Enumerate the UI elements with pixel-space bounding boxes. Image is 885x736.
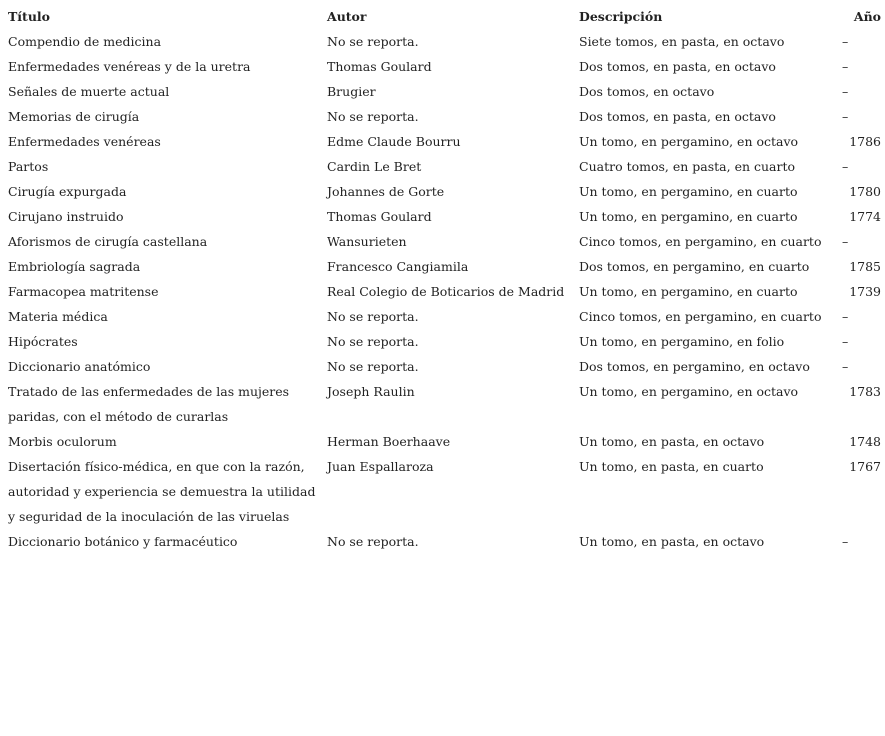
- cell-title: Enfermedades venéreas y de la uretra: [8, 59, 251, 74]
- cell-title: Aforismos de cirugía castellana: [8, 234, 208, 249]
- cell-description: Dos tomos, en pasta, en octavo: [579, 109, 776, 124]
- cell-author: No se reporta.: [327, 359, 419, 374]
- cell-year: –: [842, 59, 849, 74]
- cell-description: Cuatro tomos, en pasta, en cuarto: [579, 159, 796, 174]
- table-row: [4, 204, 881, 229]
- cell-author: No se reporta.: [327, 34, 419, 49]
- cell-description: Un tomo, en pergamino, en cuarto: [579, 284, 798, 299]
- table-row: [4, 354, 881, 379]
- cell-title: Partos: [8, 159, 49, 174]
- cell-author: No se reporta.: [327, 109, 419, 124]
- cell-title: Enfermedades venéreas: [8, 134, 161, 149]
- cell-author: Cardin Le Bret: [327, 159, 422, 174]
- cell-description: Dos tomos, en octavo: [579, 84, 715, 99]
- table-row: [4, 254, 881, 279]
- cell-year: –: [842, 334, 849, 349]
- cell-author: No se reporta.: [327, 534, 419, 549]
- cell-title: Hipócrates: [8, 334, 78, 349]
- cell-year: –: [842, 234, 849, 249]
- cell-description: Dos tomos, en pergamino, en octavo: [579, 359, 810, 374]
- cell-year: 1767: [849, 459, 881, 474]
- cell-year: 1783: [849, 384, 881, 399]
- cell-description: Un tomo, en pergamino, en octavo: [579, 384, 799, 399]
- cell-year: –: [842, 109, 849, 124]
- cell-title: Diccionario botánico y farmacéutico: [8, 534, 238, 549]
- cell-author: Real Colegio de Boticarios de Madrid: [327, 284, 565, 299]
- table-row: [4, 29, 881, 54]
- table-row: [4, 329, 881, 354]
- table-body: [4, 29, 881, 554]
- cell-title: Farmacopea matritense: [8, 284, 159, 299]
- cell-description: Un tomo, en pergamino, en cuarto: [579, 209, 798, 224]
- cell-title: Materia médica: [8, 309, 108, 324]
- table-row: [4, 179, 881, 204]
- table-row: [4, 129, 881, 154]
- cell-year: 1780: [849, 184, 881, 199]
- cell-year: –: [842, 34, 849, 49]
- header-author: Autor: [327, 9, 367, 24]
- cell-title: Embriología sagrada: [8, 259, 141, 274]
- cell-author: Herman Boerhaave: [327, 434, 451, 449]
- cell-year: 1785: [849, 259, 881, 274]
- cell-description: Siete tomos, en pasta, en octavo: [579, 34, 785, 49]
- cell-year: –: [842, 84, 849, 99]
- cell-title: Tratado de las enfermedades de las mujeres paridas, con el método de curarlas: [8, 384, 290, 424]
- cell-title: Cirugía expurgada: [8, 184, 127, 199]
- cell-year: 1739: [849, 284, 881, 299]
- cell-year: –: [842, 534, 849, 549]
- cell-title: Diccionario anatómico: [8, 359, 151, 374]
- table-row: [4, 454, 881, 529]
- cell-description: Cinco tomos, en pergamino, en cuarto: [579, 234, 822, 249]
- table-row: [4, 304, 881, 329]
- cell-title: Cirujano instruido: [8, 209, 124, 224]
- cell-title: Señales de muerte actual: [8, 84, 170, 99]
- cell-year: 1774: [849, 209, 881, 224]
- cell-year: 1748: [849, 434, 881, 449]
- cell-author: Juan Espallaroza: [327, 459, 434, 474]
- cell-author: Johannes de Gorte: [327, 184, 445, 199]
- header-row: [4, 4, 881, 29]
- cell-year: –: [842, 359, 849, 374]
- table-row: [4, 104, 881, 129]
- cell-description: Cinco tomos, en pergamino, en cuarto: [579, 309, 822, 324]
- table-row: [4, 279, 881, 304]
- cell-description: Dos tomos, en pasta, en octavo: [579, 59, 776, 74]
- header-year: Año: [853, 9, 881, 24]
- books-table: [4, 4, 881, 554]
- cell-title: Memorias de cirugía: [8, 109, 140, 124]
- cell-title: Compendio de medicina: [8, 34, 162, 49]
- cell-year: 1786: [849, 134, 881, 149]
- cell-description: Un tomo, en pergamino, en octavo: [579, 134, 799, 149]
- cell-author: No se reporta.: [327, 334, 419, 349]
- header-description: Descripción: [579, 9, 663, 24]
- cell-description: Un tomo, en pergamino, en cuarto: [579, 184, 798, 199]
- table-row: [4, 529, 881, 554]
- cell-author: Thomas Goulard: [327, 59, 432, 74]
- cell-author: No se reporta.: [327, 309, 419, 324]
- cell-title: Morbis oculorum: [8, 434, 117, 449]
- cell-author: Joseph Raulin: [327, 384, 415, 399]
- cell-year: –: [842, 309, 849, 324]
- table-row: [4, 429, 881, 454]
- cell-title: Disertación físico-médica, en que con la razón, autoridad y experiencia se demuestra la utilidad y seguridad de la inoculación de las viruelas: [8, 459, 316, 524]
- cell-author: Wansurieten: [327, 234, 407, 249]
- cell-author: Thomas Goulard: [327, 209, 432, 224]
- table-row: [4, 379, 881, 429]
- cell-description: Un tomo, en pasta, en octavo: [579, 534, 765, 549]
- header-title: Título: [8, 9, 50, 24]
- table-row: [4, 229, 881, 254]
- cell-author: Francesco Cangiamila: [327, 259, 469, 274]
- cell-description: Un tomo, en pasta, en octavo: [579, 434, 765, 449]
- cell-description: Dos tomos, en pergamino, en cuarto: [579, 259, 810, 274]
- table-row: [4, 54, 881, 79]
- cell-year: –: [842, 159, 849, 174]
- cell-author: Edme Claude Bourru: [327, 134, 461, 149]
- cell-description: Un tomo, en pergamino, en folio: [579, 334, 785, 349]
- table-row: [4, 79, 881, 104]
- cell-author: Brugier: [327, 84, 376, 99]
- cell-description: Un tomo, en pasta, en cuarto: [579, 459, 764, 474]
- table-row: [4, 154, 881, 179]
